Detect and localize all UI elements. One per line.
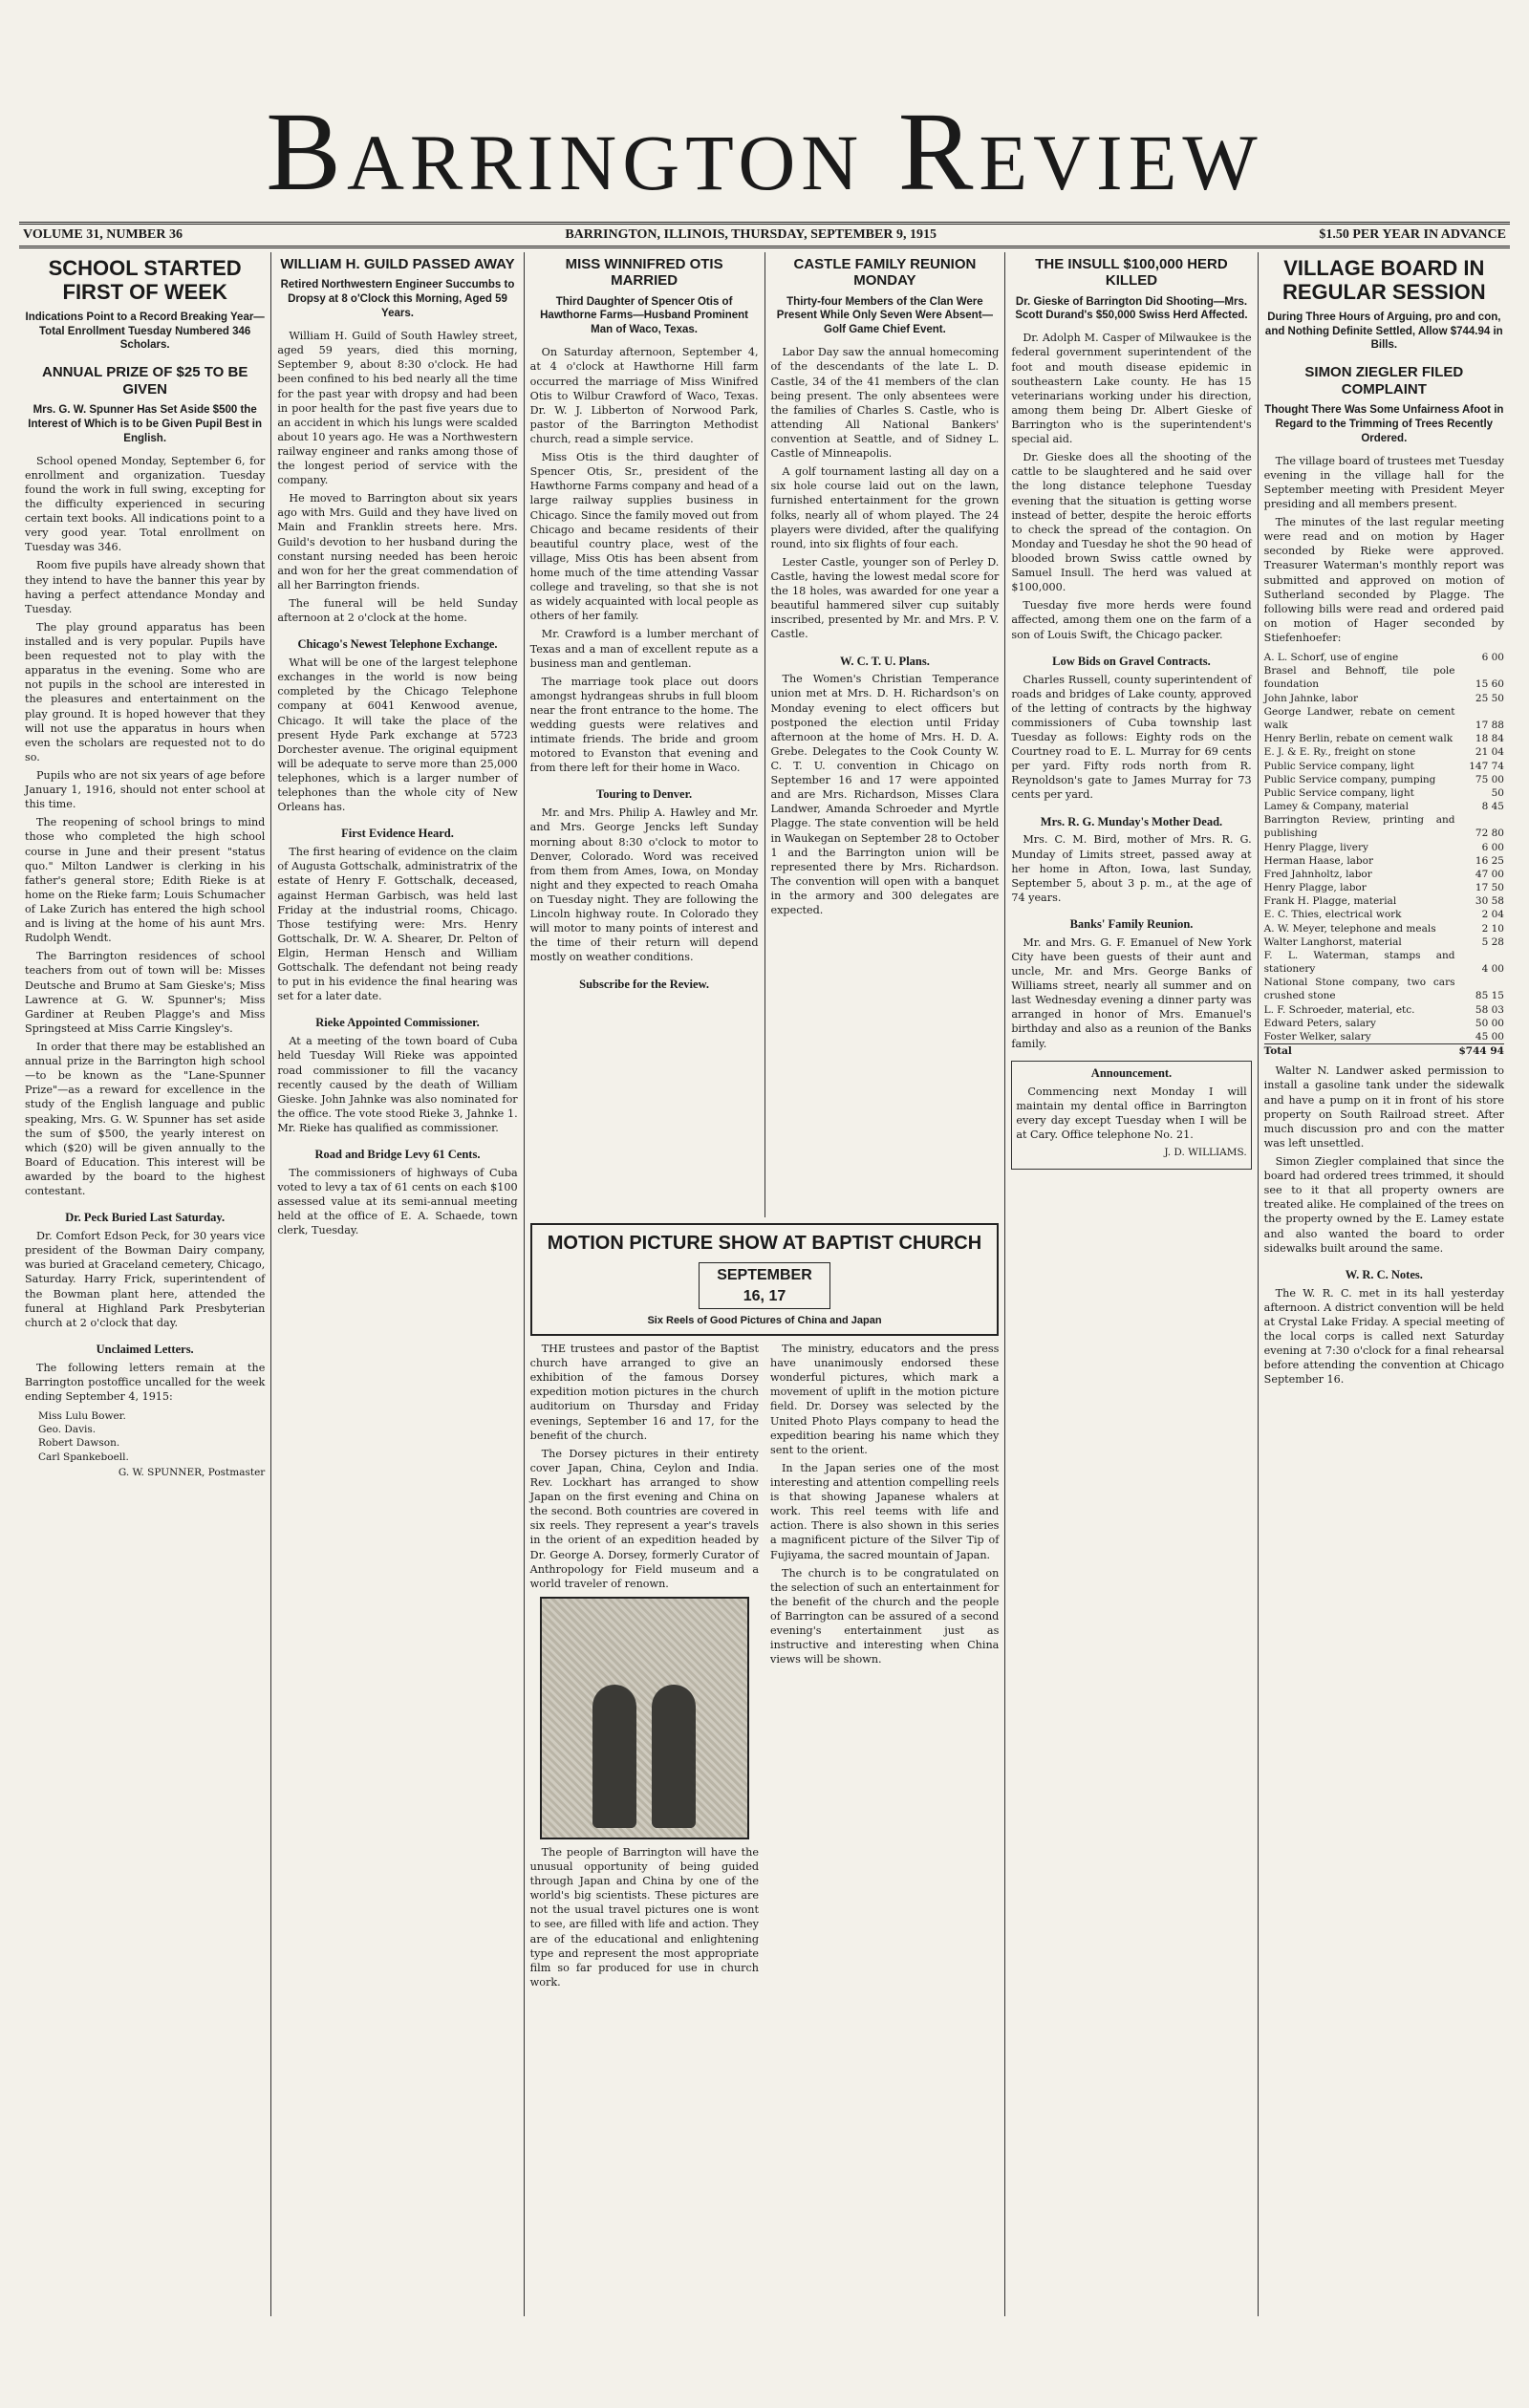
table-row — [1264, 664, 1504, 691]
bill-payee: Henry Plagge, livery — [1263, 841, 1368, 853]
bill-payee: John Jahnke, labor — [1263, 692, 1358, 704]
paragraph: The ministry, educators and the press have unanimously endorsed these wonderful pictures, which mark a movement of uplift in the motion picture field. Dr. Dorsey was selected by the United Photo Plays company to head the expedition bearing his name which they sent to the orient. — [770, 1343, 1000, 1456]
bill-amount: 16 25 — [1475, 854, 1504, 867]
bill-payee: F. L. Waterman, stamps and stationery — [1263, 949, 1455, 976]
letters-list — [38, 1409, 265, 1464]
column-2 — [271, 252, 524, 2316]
table-row — [1264, 935, 1504, 949]
motion-picture-deck: Six Reels of Good Pictures of China and Japan — [647, 1315, 882, 1327]
subhead-telephone-exchange: Chicago's Newest Telephone Exchange. — [297, 637, 498, 652]
bill-amount: 2 10 — [1481, 922, 1504, 935]
bill-amount: 85 15 — [1475, 990, 1504, 1002]
table-row — [1264, 881, 1504, 894]
table-row — [1264, 841, 1504, 854]
paragraph: Lester Castle, younger son of Perley D. Castle, having the lowest medal score for the 18 holes, was awarded for one year a beautiful hammered silver cup suitably inscribed, presented by Mr. and Mrs. P. V. Castle. — [770, 555, 1000, 641]
deck-castle-reunion: Thirty-four Members of the Clan Were Present While Only Seven Were Absent—Golf Game Chief Event. — [776, 295, 994, 336]
dateline-bar — [19, 222, 1510, 248]
article-columns — [19, 252, 1510, 2316]
headline-insull-herd: THE INSULL $100,000 HERD KILLED — [1035, 256, 1228, 290]
motion-picture-dates — [699, 1262, 830, 1309]
paragraph: The minutes of the last regular meeting were read and on motion by Hager seconded by Rieke were approved. Treasurer Waterman's monthly report was submitted and approved on motion of Sutherland seconded by Plagge. The following bills were read and ordered paid on motion of Hager seconded by Stiefenhoefer: — [1263, 516, 1504, 645]
bill-amount: 47 00 — [1475, 868, 1504, 880]
bill-amount: 75 00 — [1475, 773, 1504, 785]
subscribe-notice: Subscribe for the Review. — [579, 977, 710, 991]
subhead-unclaimed-letters: Unclaimed Letters. — [96, 1342, 194, 1356]
paragraph: Charles Russell, county superintendent of roads and bridges of Lake county, approved of the letting of contracts by the highway commissioners of Cuba township last Tuesday as follows: Eighty rods on the Courtney road to E. L. Murray for 69 cents per yard. Fifty rods north from R. Reynoldson's gate to James Murray for 73 cents per yard. — [1011, 673, 1252, 802]
column-5 — [1005, 252, 1258, 2316]
bills-table — [1264, 651, 1504, 1058]
paragraph: Pupils who are not six years of age before January 1, 1916, should not enter school at this time. — [25, 769, 266, 811]
issue-date: BARRINGTON, ILLINOIS, THURSDAY, SEPTEMBER 9, 1915 — [565, 227, 937, 242]
bills-total-row — [1264, 1044, 1504, 1059]
headline-school-started: SCHOOL STARTED FIRST OF WEEK — [48, 256, 242, 305]
table-row — [1264, 705, 1504, 732]
bill-amount: 50 00 — [1475, 1017, 1504, 1029]
paragraph: Commencing next Monday I will maintain my dental office in Barrington every day except Tuesday when I will be at Cary. Office telephone No. 21. — [1016, 1085, 1247, 1141]
bill-payee: Public Service company, light — [1263, 786, 1414, 799]
motion-column-left — [530, 1342, 759, 1993]
paragraph: The reopening of school brings to mind those who completed the high school course in June and their present "status quo." Milton Landwer is clerking in his father's general store; Edith Rieke is at home on the Rieke farm; Louis Schumacher of Lake Zurich has entered the high school and is living at the home of his aunt Mrs. Rudolph Wendt. — [25, 816, 266, 945]
motion-picture-body — [530, 1342, 1000, 1993]
paragraph: Dr. Gieske does all the shooting of the cattle to be slaughtered and he said over the long distance telephone Tuesday evening that the situation is getting worse instead of better, despite the heroic efforts to check the spread of the contagion. On Monday and Tuesday he shot the 90 head of blooded brown Swiss cattle owned by Samuel Insull. The herd was valued at $100,000. — [1011, 451, 1252, 594]
paragraph: He moved to Barrington about six years ago with Mrs. Guild and they have lived on Main and Franklin streets here. Mrs. Guild's devotion to her husband during the constant nursing needed has been heroic and won for her the great commendation of all her Barrington friends. — [277, 492, 518, 591]
bill-amount: 21 04 — [1475, 746, 1504, 759]
bill-payee: Lamey & Company, material — [1263, 801, 1409, 813]
paragraph: THE trustees and pastor of the Baptist church have arranged to give an exhibition of the famous Dorsey expedition motion pictures in the church auditorium on Thursday and Friday evenings, September 16 and 17, for the benefit of the church. — [529, 1343, 759, 1442]
bill-amount: 58 03 — [1475, 1003, 1504, 1016]
bill-payee: Herman Haase, labor — [1263, 854, 1373, 867]
subhead-first-evidence: First Evidence Heard. — [341, 827, 454, 841]
paragraph: The Women's Christian Temperance union met at Mrs. D. H. Richardson's on Monday evening to elect officers but postponed the election until Friday afternoon at the home of Mrs. H. D. A. Grebe. Delegates to the Cook County W. C. T. U. convention in Chicago on September 16 and 17 were appointed and are Mrs. Richardson, Misses Clara Landwer, Amanda Schroeder and Myrtle Plagge. The state convention will be held in Waukegan on September 28 to October 1 and the Barrington union will be represented there by Mrs. Richardson. The convention will open with a banquet in the armory and 300 delegates are expected. — [770, 673, 1000, 917]
announcement-box — [1011, 1061, 1251, 1170]
subhead-road-levy: Road and Bridge Levy 61 Cents. — [314, 1148, 481, 1162]
bill-amount: 45 00 — [1475, 1030, 1504, 1043]
paragraph: The Barrington residences of school teachers from out of town will be: Misses Deutsche and Brumo at Sam Gieske's; Miss Lawrence at G. W. Spunner's; Miss Gardiner at Reuben Plagge's and Miss Springsteed at Miss Carrie Kingsley's. — [25, 950, 266, 1035]
bill-payee: A. W. Meyer, telephone and meals — [1263, 922, 1436, 935]
column-3 — [525, 252, 765, 1217]
headline-castle-reunion: CASTLE FAMILY REUNION MONDAY — [793, 256, 977, 290]
subhead-gravel-bids: Low Bids on Gravel Contracts. — [1052, 654, 1211, 668]
paragraph: The W. R. C. met in its hall yesterday afternoon. A district convention will be held at Crystal Lake Friday. A special meeting of the local corps is called next Saturday evening at 7:30 o'clock for a final rehearsal before attending the convention at Chicago September 16. — [1263, 1286, 1504, 1387]
center-block — [525, 252, 1006, 2316]
subhead-rieke-appointed: Rieke Appointed Commissioner. — [315, 1016, 480, 1030]
paragraph: The funeral will be held Sunday afternoon at 2 o'clock at the home. — [277, 597, 518, 625]
bill-payee: Public Service company, pumping — [1263, 773, 1436, 785]
bill-amount: 30 58 — [1475, 895, 1504, 908]
headline-otis-married: MISS WINNIFRED OTIS MARRIED — [565, 256, 723, 290]
column-4 — [765, 252, 1005, 1217]
bill-payee: E. J. & E. Ry., freight on stone — [1263, 746, 1416, 759]
bill-amount: 147 74 — [1469, 760, 1504, 772]
table-row — [1264, 1003, 1504, 1017]
bill-payee: L. F. Schroeder, material, etc. — [1263, 1003, 1415, 1016]
paragraph: School opened Monday, September 6, for enrollment and organization. Tuesday found the work in full swing, excepting for the difficulty experienced in securing certain text books. All indications point to a very good year. Total enrollment on Tuesday was 346. — [25, 454, 266, 554]
subscription-price: $1.50 PER YEAR IN ADVANCE — [1319, 227, 1506, 242]
deck-village-board: During Three Hours of Arguing, pro and con, and Nothing Definite Settled, Allow $744.94 in Bills. — [1264, 311, 1503, 352]
table-row — [1264, 760, 1504, 773]
paragraph: What will be one of the largest telephone exchanges in the world is now being completed by the Chicago Telephone company at 6041 Kenwood avenue, Chicago. It will take the place of the present Hyde Park exchange at 5723 Dorchester avenue. The original equipment will be adequate to serve more than 25,000 telephones, which is a larger number of telephones than the whole city of New Orleans has. — [277, 656, 518, 814]
paragraph: William H. Guild of South Hawley street, aged 59 years, died this morning, September 9, about 8:30 o'clock. He had been confined to his bed nearly all the time for the past year with dropsy and had been in poor health for the past five years due to an accident in which his lungs were scalded about 10 years ago. He was a Northwestern railway engineer and ranks among those of the longest period of service with the company. — [277, 330, 518, 487]
paragraph: The Dorsey pictures in their entirety cover Japan, China, Ceylon and India. Rev. Lockhart has arranged to show Japan on the first evening and China on the second. Both countries are covered in six reels. They represent a year's travels in the orient of an expedition headed by Dr. George A. Dorsey, formerly Curator of Anthropology for Field museum and a world traveler of renown. — [529, 1447, 759, 1590]
table-row — [1264, 949, 1504, 976]
paragraph: The play ground apparatus has been installed and is very popular. Pupils have been requested not to play with the apparatus in the evening. Some who are not pupils in the school are interested in the pleasures and entertainment on the play ground. It is hoped however that they will not use the apparatus in hours when even the scholars are requested not to do so. — [25, 620, 266, 763]
paragraph: A golf tournament lasting all day on a six hole course laid out on the lawn, furnished entertainment for the grown folks, nearly all of whom played. The 24 players were divided, after the qualifying round, into six flights of four each. — [770, 465, 1000, 550]
bill-payee: Fred Jahnholtz, labor — [1263, 868, 1372, 880]
bill-payee: E. C. Thies, electrical work — [1263, 909, 1402, 921]
table-row — [1264, 651, 1504, 664]
newspaper-page — [19, 89, 1510, 2370]
subhead-banks-reunion: Banks' Family Reunion. — [1069, 916, 1194, 931]
bill-amount: 72 80 — [1475, 828, 1504, 840]
bill-amount: 50 — [1491, 786, 1504, 799]
paragraph: The church is to be congratulated on the selection of such an entertainment for the benefit of the church and the people of Barrington can be assured of a second evening's entertainment just as instructive and interesting when China views will be shown. — [770, 1566, 1000, 1666]
bill-payee: Walter Langhorst, material — [1263, 935, 1402, 948]
paragraph: At a meeting of the town board of Cuba held Tuesday Will Rieke was appointed road commissioner to fill the vacancy recently caused by the death of William Gieske. John Jahnke was also nominated for the office. The vote stood Rieke 3, Jahnke 1. Mr. Rieke has qualified as commissioner. — [277, 1035, 518, 1134]
bill-amount: 8 45 — [1481, 801, 1504, 813]
photo-figure — [592, 1685, 636, 1828]
paragraph: On Saturday afternoon, September 4, at 4 o'clock at Hawthorne Hill farm occurred the marriage of Miss Winifred Otis to Wilbur Crawford of Waco, Texas. Dr. W. J. Libberton of Norwood Park, pastor of the Barrington Methodist church, read a simple service. — [529, 346, 759, 445]
paragraph: In order that there may be established an annual prize in the Barrington high school—to be known as the "Lane-Spunner Prize"—as a reward for excellence in the study of the English language and public speaking, Mrs. G. W. Spunner has set aside the sum of $500, the yearly interest on which ($20) will be given annually to the Board of Education. This interest will be awarded by the board to the highest contestant. — [25, 1040, 266, 1198]
list-item: Robert Dawson. — [38, 1437, 120, 1450]
bill-amount: 4 00 — [1481, 963, 1504, 976]
paragraph: The commissioners of highways of Cuba voted to levy a tax of 61 cents on each $100 assessed value at its semi-annual meeting held at the office of E. A. Schaede, town clerk, Tuesday. — [277, 1166, 518, 1237]
table-row — [1264, 1030, 1504, 1044]
table-row — [1264, 813, 1504, 840]
motion-picture-section — [525, 1217, 1005, 1993]
paragraph: Tuesday five more herds were found affected, among them one on the farm of a son of Louis Swift, the Chicago packer. — [1011, 599, 1252, 641]
subhead-wctu-plans: W. C. T. U. Plans. — [839, 654, 930, 668]
table-row — [1264, 854, 1504, 868]
bill-amount: 6 00 — [1481, 652, 1504, 664]
bill-payee: Brasel and Behnoff, tile pole foundation — [1263, 665, 1455, 691]
list-item: Carl Spankeboell. — [38, 1451, 129, 1463]
paragraph: The village board of trustees met Tuesday evening in the village hall for the September meeting with President Meyer presiding and all members present. — [1263, 454, 1504, 511]
table-row — [1264, 894, 1504, 908]
headline-annual-prize: ANNUAL PRIZE OF $25 TO BE GIVEN — [42, 364, 248, 398]
paragraph: Mr. and Mrs. G. F. Emanuel of New York City have been guests of their aunt and uncle, Mr. and Mrs. George Banks of Williams street, nearly all summer and on last Wednesday evening a dinner party was arranged in honor of Mrs. Emanuel's birthday and also as a reunion of the Banks family. — [1011, 935, 1252, 1050]
bill-amount: 17 88 — [1475, 720, 1504, 731]
bill-payee: Public Service company, light — [1263, 760, 1414, 772]
bill-amount: 2 04 — [1481, 909, 1504, 921]
table-row — [1264, 976, 1504, 1002]
bill-amount: 17 50 — [1475, 882, 1504, 894]
table-row — [1264, 1017, 1504, 1030]
column-1 — [19, 252, 271, 2316]
bill-payee: Frank H. Plagge, material — [1263, 895, 1397, 908]
table-row — [1264, 868, 1504, 881]
paragraph: The marriage took place out doors amongst hydrangeas shrubs in full bloom near the front entrance to the home. The wedding guests were relatives and intimate friends. The bride and groom motored to Evanston that evening and from there left for their home in Waco. — [529, 675, 759, 775]
bill-payee: Henry Berlin, rebate on cement walk — [1263, 733, 1454, 745]
bill-amount: 6 00 — [1481, 841, 1504, 853]
bill-payee: Barrington Review, printing and publishing — [1263, 814, 1455, 840]
table-row — [1264, 786, 1504, 800]
bill-payee: A. L. Schorf, use of engine — [1263, 652, 1399, 664]
paragraph: In the Japan series one of the most interesting and attention compelling reels is that showing Japanese whalers at work. This reel teems with life and action. There is also shown in this series a magnificent picture of the Silver Tip of Fujiyama, the sacred mountain of Japan. — [770, 1461, 1000, 1561]
paragraph: The following letters remain at the Barrington postoffice uncalled for the week ending September 4, 1915: — [25, 1361, 266, 1403]
headline-ziegler-complaint: SIMON ZIEGLER FILED COMPLAINT — [1304, 364, 1464, 398]
masthead-title: Barrington Review — [266, 89, 1263, 214]
motion-column-right — [770, 1342, 999, 1993]
bills-total-amount: $744 94 — [1454, 1044, 1504, 1059]
subhead-announcement: Announcement. — [1090, 1065, 1173, 1080]
headline-village-board: VILLAGE BOARD IN REGULAR SESSION — [1281, 256, 1486, 305]
list-item: Miss Lulu Bower. — [38, 1410, 126, 1423]
paragraph: Mr. and Mrs. Philip A. Hawley and Mr. and Mrs. George Jencks left Sunday morning about 8:30 o'clock to motor to Denver, Colorado. Word was received from them from Ames, Iowa, on Monday night and they expected to reach Omaha on Tuesday night. They are following the Lincoln highway route. In Colorado they will motor to many points of interest and the time of their return will depend mostly on weather conditions. — [529, 806, 759, 964]
photo-figure — [652, 1685, 696, 1828]
table-row — [1264, 922, 1504, 935]
deck-insull-herd: Dr. Gieske of Barrington Did Shooting—Mrs. Scott Durand's $50,000 Swiss Herd Affected. — [1015, 295, 1248, 322]
postmaster-signature: G. W. SPUNNER, Postmaster — [118, 1466, 266, 1478]
paragraph: Room five pupils have already shown that they intend to have the banner this year by having a perfect attendance Monday and Tuesday. — [25, 559, 266, 615]
table-row — [1264, 800, 1504, 813]
deck-ziegler-complaint: Thought There Was Some Unfairness Afoot in Regard to the Trimming of Trees Recently Ordered. — [1264, 403, 1504, 444]
paragraph: Simon Ziegler complained that since the board had ordered trees trimmed, it should see to it that all property owners are treated alike. He complained of the trees on the property owned by the E. Lamey estate and also wanted the board to order sidewalks built around the same. — [1263, 1154, 1504, 1255]
headline-guild-passed: WILLIAM H. GUILD PASSED AWAY — [280, 256, 515, 272]
list-item: Geo. Davis. — [38, 1424, 97, 1436]
table-row — [1264, 692, 1504, 705]
bills-total-label: Total — [1264, 1044, 1455, 1059]
motion-picture-title: MOTION PICTURE SHOW AT BAPTIST CHURCH — [547, 1233, 982, 1254]
motion-picture-month: SEPTEMBER — [717, 1267, 812, 1283]
table-row — [1264, 773, 1504, 786]
paragraph: The first hearing of evidence on the claim of Augusta Gottschalk, administratrix of the estate of Henry F. Gottschalk, deceased, against Herman Garbisch, was held last Friday at the industrial rooms, Chicago. Those testifying were: Mrs. Henry Gottschalk, Dr. W. A. Shearer, Dr. Pelton of Elgin, Herman Hensch and William Gottschalk. The defendant not being ready to put in his evidence the final hearing was set for a later date. — [277, 846, 518, 1003]
bill-payee: National Stone company, two cars crushed stone — [1263, 977, 1455, 1002]
subhead-peck-buried: Dr. Peck Buried Last Saturday. — [65, 1211, 226, 1225]
bill-payee: George Landwer, rebate on cement walk — [1263, 705, 1455, 731]
subhead-touring-denver: Touring to Denver. — [596, 787, 693, 802]
paragraph: Dr. Adolph M. Casper of Milwaukee is the federal government superintendent of the foot and mouth disease epidemic in southeastern Lake county. He has 15 veterinarians working under his direction, among them being Dr. Albert Gieske of Barrington who is the superintendent's special aid. — [1011, 332, 1252, 446]
deck-otis-married: Third Daughter of Spencer Otis of Hawthorne Farms—Husband Prominent Man of Waco, Texas. — [540, 295, 749, 336]
paragraph: Dr. Comfort Edson Peck, for 30 years vice president of the Bowman Dairy company, was buried at Graceland cemetery, Chicago, Saturday. Harry Frick, superintendent of the Bowman plant here, attended the funeral at Highland Park Presbyterian church at 2 o'clock that day. — [25, 1230, 266, 1329]
column-6 — [1259, 252, 1510, 2316]
motion-picture-days: 16, 17 — [743, 1287, 786, 1304]
table-row — [1264, 732, 1504, 745]
paragraph: Walter N. Landwer asked permission to install a gasoline tank under the sidewalk and have a pump on it in front of his store property on South Railroad street. After much discussion pro and con the matter was left unsettled. — [1263, 1064, 1504, 1150]
volume-number: VOLUME 31, NUMBER 36 — [23, 227, 183, 242]
japanese-women-photo — [540, 1597, 749, 1839]
bill-amount: 15 60 — [1475, 678, 1504, 691]
paragraph: Labor Day saw the annual homecoming of the descendants of the late L. D. Castle, 34 of the 41 members of the clan being present. The only absentees were the families of Charles S. Castle, who is attending All National Bankers' convention at Seattle, and of Sidney L. Castle of Minneapolis. — [770, 346, 1000, 461]
center-top-row — [525, 252, 1005, 1217]
announcement-signature: J. D. WILLIAMS. — [1164, 1147, 1247, 1159]
bill-amount: 5 28 — [1481, 935, 1504, 948]
bill-payee: Foster Welker, salary — [1263, 1030, 1371, 1043]
bill-payee: Henry Plagge, labor — [1263, 882, 1367, 894]
deck-school-started: Indications Point to a Record Breaking Year—Total Enrollment Tuesday Numbered 346 Scholars. — [25, 311, 265, 352]
bill-payee: Edward Peters, salary — [1263, 1017, 1376, 1029]
motion-picture-banner — [530, 1223, 1000, 1336]
subhead-wrc-notes: W. R. C. Notes. — [1345, 1267, 1423, 1281]
table-row — [1264, 908, 1504, 921]
table-row — [1264, 745, 1504, 759]
paragraph: Mrs. C. M. Bird, mother of Mrs. R. G. Munday of Limits street, passed away at her home in Afton, Iowa, last Sunday, September 5, about 3 p. m., at the age of 74 years. — [1011, 833, 1252, 904]
paragraph: Miss Otis is the third daughter of Spencer Otis, Sr., president of the Hawthorne Farms company and head of a large railway supplies business in Chicago. Since the family moved out from Chicago and became residents of their beautiful country place, west of the village, Miss Otis has been absent from home much of the time attending Vassar college and traveling, so that she is not as widely acquainted with local people as others of her family. — [529, 451, 759, 623]
deck-guild-passed: Retired Northwestern Engineer Succumbs to Dropsy at 8 o'Clock this Morning, Aged 59 Years. — [280, 279, 515, 320]
bill-amount: 18 84 — [1475, 733, 1504, 745]
deck-annual-prize: Mrs. G. W. Spunner Has Set Aside $500 the Interest of Which is to be Given Pupil Best in English. — [28, 403, 263, 444]
paragraph: The people of Barrington will have the unusual opportunity of being guided through Japan and China by one of the world's big scientists. These pictures are not the usual travel pictures one is wont to see, are filled with life and action. They are of the educational and enlightening type and represent the most appropriate film so far produced for use in church work. — [529, 1845, 759, 1989]
paragraph: Mr. Crawford is a lumber merchant of Texas and a man of excellent repute as a business man and gentleman. — [529, 628, 759, 670]
subhead-munday-mother: Mrs. R. G. Munday's Mother Dead. — [1040, 814, 1223, 828]
bill-amount: 25 50 — [1475, 692, 1504, 704]
